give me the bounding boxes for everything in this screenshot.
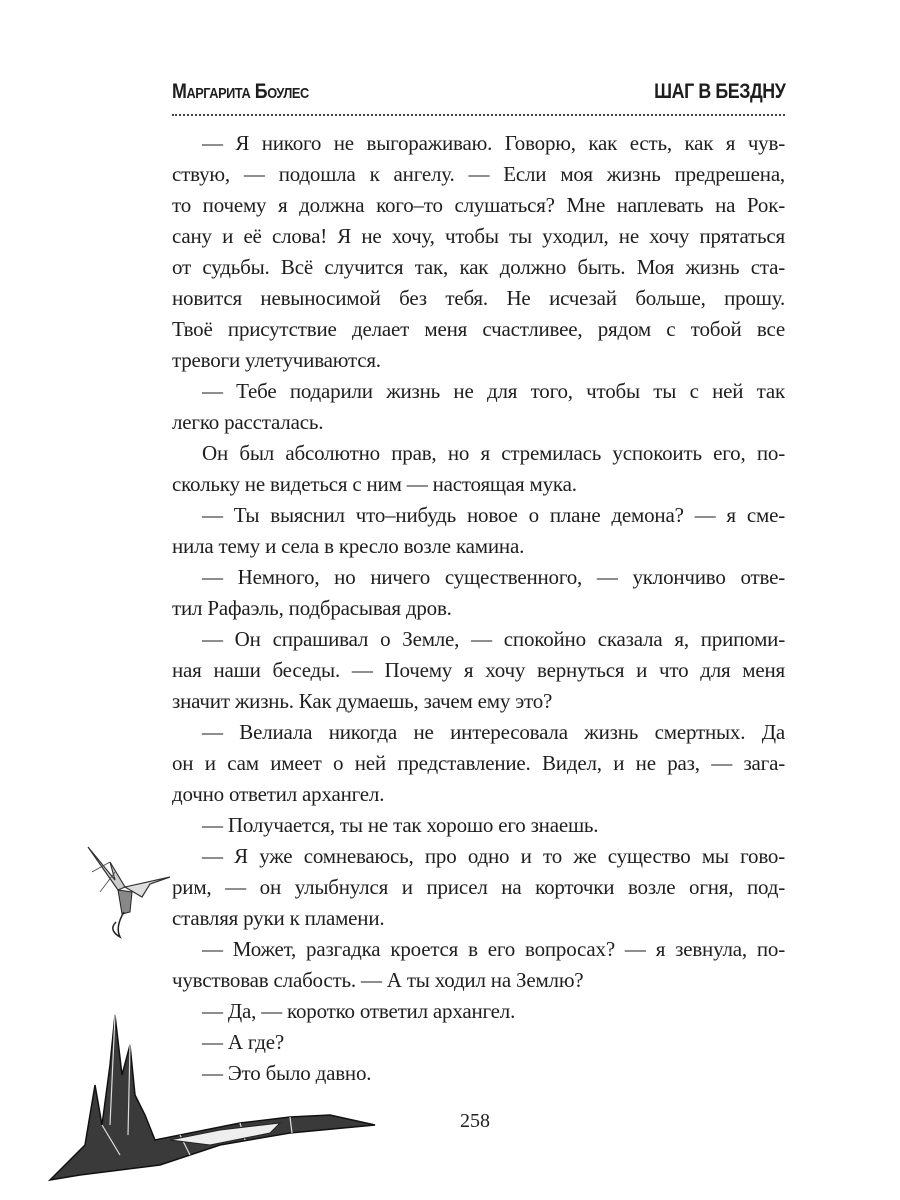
text-line: он и сам имеет о ней представление. Видел, и не раз, — зага- [172,751,785,775]
header-dotted-rule [172,114,785,116]
text-line: чувствовав слабость. — А ты ходил на Землю? [172,968,584,992]
text-line: новится невыносимой без тебя. Не исчезай больше, прошу. [172,286,785,310]
text-line: — А где? [202,1030,284,1054]
body-text [172,128,785,1089]
text-line: — Может, разгадка кроется в его вопросах? — я зевнула, по- [202,937,785,961]
text-line: — Велиала никогда не интересовала жизнь смертных. Да [202,720,785,744]
text-line: Твоё присутствие делает меня счастливее, рядом с тобой все [172,317,785,341]
text-line: ная наши беседы. — Почему я хочу вернуться и что для меня [172,658,785,682]
text-line: — Он спрашивал о Земле, — спокойно сказала я, припоми- [202,627,785,651]
text-line: рим, — он улыбнулся и присел на корточки возле огня, под- [172,875,785,899]
page-number: 258 [460,1110,490,1132]
text-line: то почему я должна кого–то слушаться? Мне наплевать на Рок- [172,193,785,217]
text-line: ствую, — подошла к ангелу. — Если моя жизнь предрешена, [172,162,785,186]
text-line: скольку не видеться с ним — настоящая мука. [172,472,577,496]
running-header-author: Маргарита Боулес [172,80,309,103]
rock-spires-illustration [40,1005,380,1185]
text-line: нила тему и села в кресло возле камина. [172,534,525,558]
text-line: — Да, — коротко ответил архангел. [202,999,516,1023]
text-line: легко рассталась. [172,410,324,434]
text-line: — Получается, ты не так хорошо его знаешь. [202,813,599,837]
running-header-title: ШАГ В БЕЗДНУ [653,80,785,103]
text-line: — Это было давно. [202,1061,372,1085]
text-line: тил Рафаэль, подбрасывая дров. [172,596,452,620]
text-line: — Немного, но ничего существенного, — уклончиво отве- [202,565,785,589]
text-line: тревоги улетучиваются. [172,348,381,372]
text-line: — Ты выяснил что–нибудь новое о плане демона? — я сме- [202,503,785,527]
text-line: от судьбы. Всё случится так, как должно быть. Моя жизнь ста- [172,255,785,279]
text-line: дочно ответил архангел. [172,782,385,806]
text-line: ставляя руки к пламени. [172,906,385,930]
text-line: значит жизнь. Как думаешь, зачем ему это? [172,689,553,713]
text-line: сану и её слова! Я не хочу, чтобы ты уходил, не хочу прятаться [172,224,785,248]
dragon-illustration [80,842,175,942]
text-line: — Я никого не выгораживаю. Говорю, как есть, как я чув- [202,131,785,155]
text-line: — Тебе подарили жизнь не для того, чтобы ты с ней так [202,379,785,403]
text-line: Он был абсолютно прав, но я стремилась успокоить его, по- [202,441,785,465]
text-line: — Я уже сомневаюсь, про одно и то же существо мы гово- [202,844,785,868]
